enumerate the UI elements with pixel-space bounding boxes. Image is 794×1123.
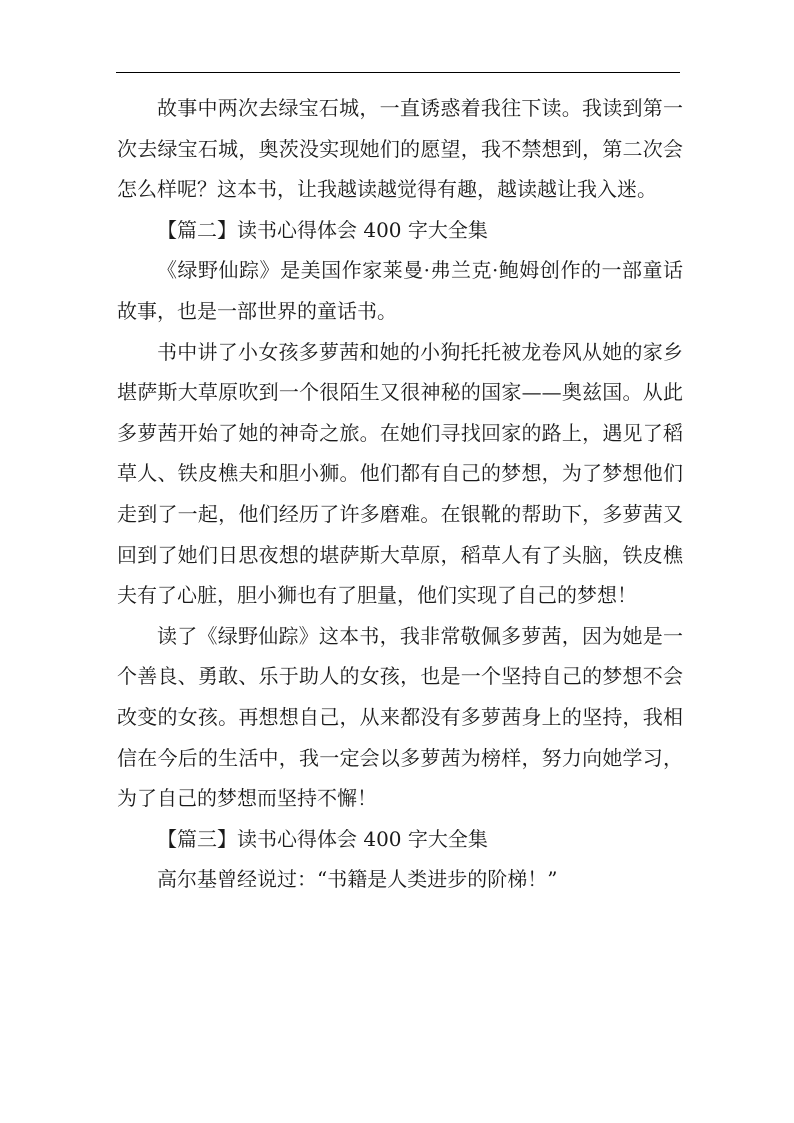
header-rule	[116, 72, 680, 73]
paragraph: 高尔基曾经说过：“书籍是人类进步的阶梯！”	[157, 867, 558, 892]
document-body	[117, 88, 683, 900]
paragraph: 读了《绿野仙踪》这本书，我非常敬佩多萝茜，因为她是一个善良、勇敢、乐于助人的女孩，也是一个坚持自己的梦想不会改变的女孩。再想想自己，从来都没有多萝茜身上的坚持，我相信在今后的生活中，我一定会以多萝茜为榜样，努力向她学习，为了自己的梦想而坚持不懈！	[117, 623, 683, 811]
section-heading-3: 【篇三】读书心得体会 400 字大全集	[157, 826, 488, 851]
paragraph: 故事中两次去绿宝石城，一直诱惑着我往下读。我读到第一次去绿宝石城，奥茨没实现她们的愿望，我不禁想到，第二次会怎么样呢？这本书，让我越读越觉得有趣，越读越让我入迷。	[117, 96, 683, 202]
paragraph: 书中讲了小女孩多萝茜和她的小狗托托被龙卷风从她的家乡堪萨斯大草原吹到一个很陌生又很神秘的国家——奥兹国。从此多萝茜开始了她的神奇之旅。在她们寻找回家的路上，遇见了稻草人、铁皮樵夫和胆小狮。他们都有自己的梦想，为了梦想他们走到了一起，他们经历了许多磨难。在银靴的帮助下，多萝茜又回到了她们日思夜想的堪萨斯大草原，稻草人有了头脑，铁皮樵夫有了心脏，胆小狮也有了胆量，他们实现了自己的梦想！	[117, 339, 683, 608]
section-heading-2: 【篇二】读书心得体会 400 字大全集	[157, 217, 488, 242]
paragraph: 《绿野仙踪》是美国作家莱曼·弗兰克·鲍姆创作的一部童话故事，也是一部世界的童话书。	[117, 258, 683, 323]
